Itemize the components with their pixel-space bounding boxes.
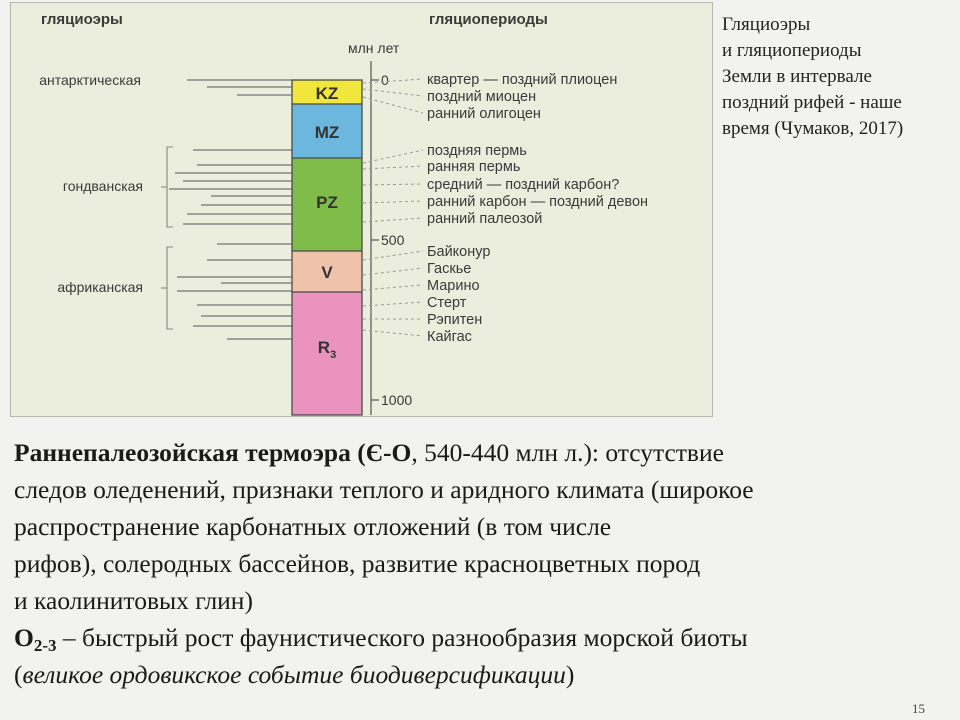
- glacioperiod-label: Гаскье: [427, 261, 472, 277]
- paren-open: (: [14, 660, 23, 689]
- glacioperiod-label: Байконур: [427, 244, 491, 260]
- axis-unit-label: млн лет: [348, 40, 400, 56]
- thermoera-title-rest: , 540-440 млн л.): отсутствие: [411, 438, 724, 467]
- ordovician-text: – быстрый рост фаунистического разнообразия морской биоты: [56, 623, 748, 652]
- glacioperiod-label: Стерт: [427, 295, 467, 311]
- thermoera-title: Раннепалеозойская термоэра (Є-О: [14, 438, 412, 467]
- glacioperiod-label: ранняя пермь: [427, 159, 521, 175]
- glacioperiod-label: ранний палеозой: [427, 211, 543, 227]
- era-label-v: V: [321, 263, 333, 282]
- era-label-r3: $R_3$: [317, 338, 337, 361]
- glacioperiod-label: поздний миоцен: [427, 89, 537, 105]
- tick-label-500: 500: [381, 232, 405, 248]
- glacioperiods-header: гляциопериоды: [429, 11, 548, 28]
- glacioperiod-label: ранний карбон — поздний девон: [427, 194, 649, 210]
- ordovician-subscript: 2-3: [33, 636, 57, 655]
- era-label-pz: PZ: [316, 193, 338, 212]
- era-label-kz: KZ: [315, 84, 339, 103]
- era-label-r3-subscript: 3: [330, 349, 337, 361]
- page-number: 15: [912, 701, 925, 716]
- body-line: рифов), солеродных бассейнов, развитие красноцветных пород: [14, 549, 701, 578]
- tick-label-1000: 1000: [381, 392, 413, 408]
- caption-line: Земли в интервале: [722, 66, 872, 87]
- body-line: распространение карбонатных отложений (в том числе: [14, 512, 612, 541]
- paren-close: ): [565, 660, 575, 689]
- glacioperiod-label: квартер — поздний плиоцен: [427, 72, 618, 88]
- glacioperiod-label: ранний олигоцен: [427, 106, 541, 122]
- glacioperiod-label: Марино: [427, 278, 480, 294]
- body-line: и каолинитовых глин): [14, 586, 253, 615]
- glacioeras-header: гляциоэры: [41, 11, 123, 28]
- glacioperiod-label: Рэпитен: [427, 312, 483, 328]
- slide-body: [14, 434, 954, 693]
- glacioera-african: африканская: [57, 279, 143, 295]
- glacioera-gondwana: гондванская: [62, 178, 143, 194]
- thermoera-heading: [14, 434, 954, 471]
- glaciation-diagram: [10, 2, 713, 417]
- tick-label-0: 0: [381, 72, 389, 88]
- glacioperiod-label: Кайгас: [427, 329, 472, 345]
- biodiversification-line: [14, 656, 954, 693]
- caption-line: и гляциопериоды: [722, 40, 862, 61]
- biodiversification-event: великое ордовикское событие биодиверсификации: [22, 660, 566, 689]
- glacioperiod-label: средний — поздний карбон?: [427, 177, 620, 193]
- ordovician-symbol: O: [14, 623, 34, 652]
- diagram-svg: [11, 3, 714, 418]
- glacioera-antarctic: антарктическая: [39, 72, 141, 88]
- glacioperiod-label: поздняя пермь: [427, 143, 527, 159]
- ordovician-line: [14, 619, 954, 656]
- era-label-mz: MZ: [314, 123, 340, 142]
- figure-caption: [722, 12, 954, 142]
- body-line: следов оледенений, признаки теплого и аридного климата (широкое: [14, 475, 754, 504]
- caption-line: время (Чумаков, 2017): [722, 118, 904, 139]
- caption-line: поздний рифей - наше: [722, 92, 902, 113]
- caption-line: Гляциоэры: [722, 14, 811, 35]
